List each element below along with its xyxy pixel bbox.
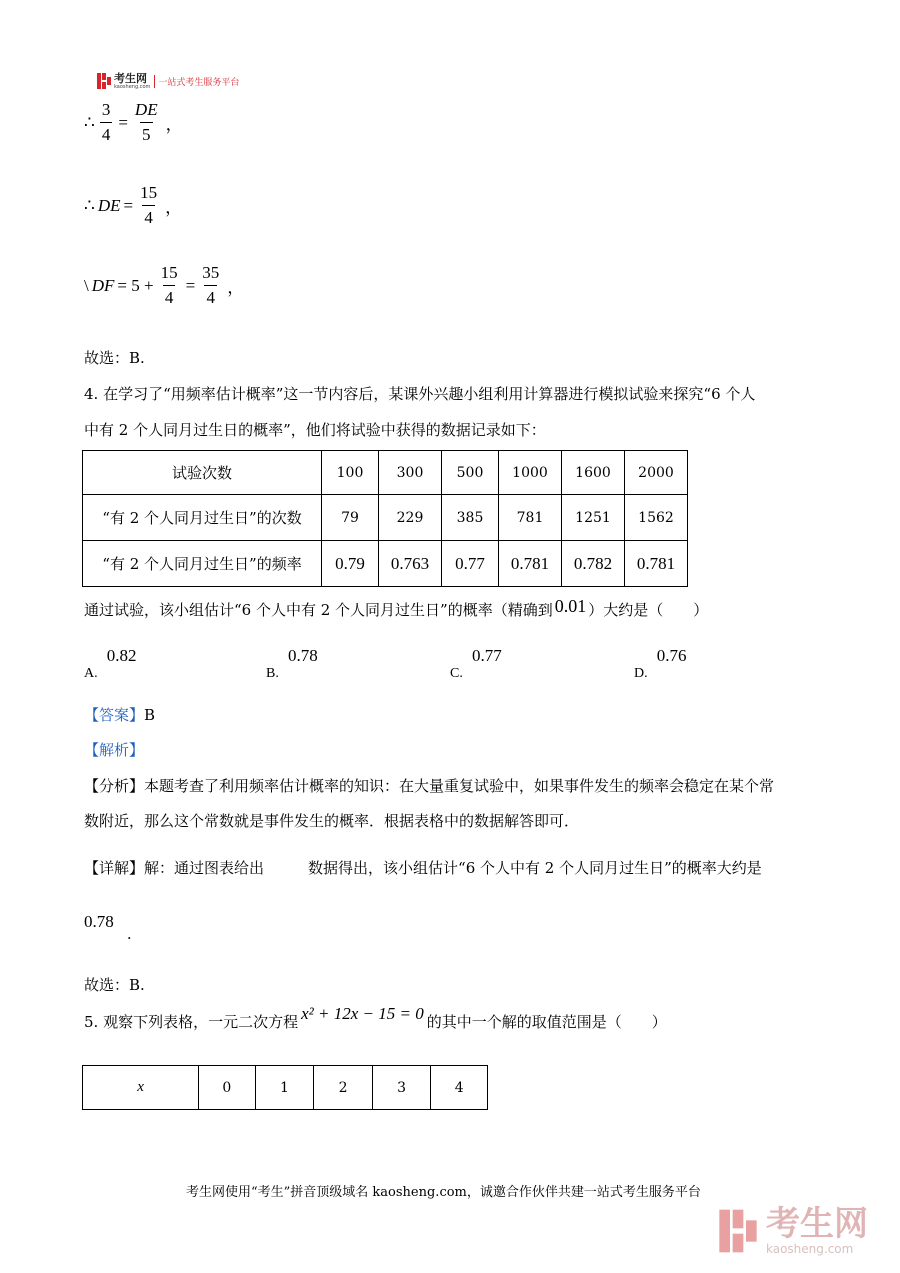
table-cell: 0.781 [499, 541, 562, 587]
answer-value: B [144, 706, 156, 724]
solution-line-2: ∴ DE = $\frac{15}{4}$ ， [84, 183, 183, 227]
watermark [716, 1206, 868, 1256]
answer-tag: 【答案】 [84, 706, 145, 724]
q5-data-table [82, 1065, 488, 1110]
table-header-label: 试验次数 [83, 451, 322, 495]
solution-line-1: ∴ $\frac{3}{4}$ = $\frac{DE}{5}$ ， [84, 100, 183, 144]
table-cell: 4 [431, 1066, 488, 1110]
watermark-text: 考生网 [766, 1204, 868, 1244]
logo-sub: kaosheng.com [114, 83, 151, 90]
table-cell: 229 [379, 495, 442, 541]
table-cell: 500 [442, 451, 499, 495]
table-cell: 1000 [499, 451, 562, 495]
logo-text: 考生网 [114, 71, 147, 85]
table-row-label: “有 2 个人同月过生日”的频率 [83, 541, 322, 587]
kaosheng-logo-icon [96, 72, 112, 90]
table-row [83, 495, 688, 541]
q5-equation: x² + 12x − 15 = 0 [301, 1004, 424, 1023]
fraction: $\frac{DE}{5}$ [134, 100, 158, 144]
table-row-label: “有 2 个人同月过生日”的次数 [83, 495, 322, 541]
option-d[interactable]: D. 0.76 [634, 646, 687, 681]
option-c[interactable]: C. 0.77 [450, 646, 502, 681]
table-cell: 781 [499, 495, 562, 541]
table-cell: 1 [255, 1066, 314, 1110]
table-cell: 1251 [562, 495, 625, 541]
table-header-x: x [83, 1066, 199, 1110]
table-cell: 1562 [625, 495, 688, 541]
q4-choice: 故选：B. [84, 976, 145, 994]
detail-value: 0.78 . [84, 912, 132, 943]
table-cell: 2 [314, 1066, 373, 1110]
q5-stem: 5. 观察下列表格，一元二次方程 x² + 12x − 15 = 0 的其中一个解的取值范围是（ ） [84, 1004, 667, 1031]
q4-question: 通过试验，该小组估计“6 个人中有 2 个人同月过生日”的概率（精确到 0.01 ）大约是（ ） [84, 596, 709, 619]
fraction: $\frac{3}{4}$ [101, 100, 111, 144]
fraction: $\frac{15}{4}$ [140, 183, 158, 227]
table-cell: 0.77 [442, 541, 499, 587]
watermark-sub: kaosheng.com [766, 1242, 854, 1256]
q4-data-table [82, 450, 688, 587]
detail-line: 【详解】解：通过图表给出 数据得出，该小组估计“6 个人中有 2 个人同月过生日”的概率大约是 [84, 859, 762, 877]
table-cell: 0.79 [322, 541, 379, 587]
fenxi-line-1: 【分析】本题考查了利用频率估计概率的知识：在大量重复试验中，如果事件发生的频率会稳定在某个常 [84, 777, 775, 795]
solution-line-3: \ DF = 5 + $\frac{15}{4}$ = $\frac{35}{4}$ ， [84, 263, 245, 307]
table-cell: 0.763 [379, 541, 442, 587]
table-cell: 2000 [625, 451, 688, 495]
table-cell: 79 [322, 495, 379, 541]
footer-text: 考生网使用“考生”拼音顶级域名 kaosheng.com，诚邀合作伙伴共建一站式考生服务平台 [186, 1185, 701, 1200]
q4-stem-line-2: 中有 2 个人同月过生日的概率”，他们将试验中获得的数据记录如下： [84, 421, 546, 439]
option-b[interactable]: B. 0.78 [266, 646, 318, 681]
fraction: $\frac{35}{4}$ [202, 263, 220, 307]
logo-slogan: 一站式考生服务平台 [154, 75, 239, 88]
table-cell: 385 [442, 495, 499, 541]
table-cell: 300 [379, 451, 442, 495]
table-row [83, 1066, 488, 1110]
table-cell: 100 [322, 451, 379, 495]
table-cell: 0 [199, 1066, 256, 1110]
prev-choice: 故选：B. [84, 349, 145, 367]
analysis-tag: 【解析】 [84, 741, 145, 759]
table-row [83, 451, 688, 495]
kaosheng-watermark-icon [716, 1207, 760, 1255]
answer-line [84, 705, 155, 725]
table-cell: 3 [372, 1066, 431, 1110]
table-row [83, 541, 688, 587]
header-logo [96, 72, 239, 90]
table-cell: 0.782 [562, 541, 625, 587]
q4-stem-line-1: 4. 在学习了“用频率估计概率”这一节内容后，某课外兴趣小组利用计算器进行模拟试验来探究“6 个人 [84, 385, 756, 403]
option-a[interactable]: A. 0.82 [84, 646, 137, 681]
fraction: $\frac{15}{4}$ [160, 263, 178, 307]
table-cell: 0.781 [625, 541, 688, 587]
fenxi-line-2: 数附近，那么这个常数就是事件发生的概率．根据表格中的数据解答即可． [84, 812, 580, 830]
table-cell: 1600 [562, 451, 625, 495]
